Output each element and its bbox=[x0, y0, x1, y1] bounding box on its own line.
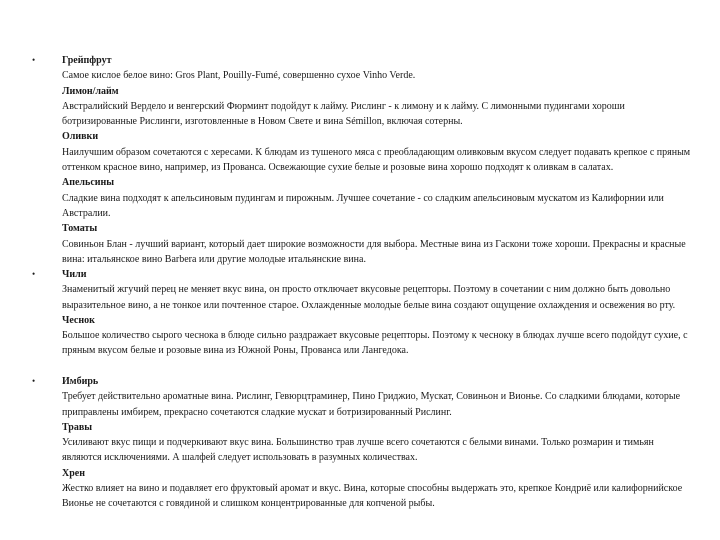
heading-herbs: Травы bbox=[62, 421, 93, 433]
bullet-marker: • bbox=[32, 376, 36, 386]
text-oranges: Сладкие вина подходят к апельсиновым пудингам и пирожным. Лучшее сочетание - со сладким апельсиновым мускатом из Калифорнии или Австралии. bbox=[62, 192, 664, 219]
heading-horseradish: Хрен bbox=[62, 467, 85, 479]
bullet-group-fruits bbox=[32, 53, 692, 267]
heading-chili: Чили bbox=[62, 269, 87, 280]
bullet-marker: • bbox=[32, 269, 36, 279]
bullet-content bbox=[62, 267, 692, 359]
text-tomatoes: Совиньон Блан - лучший вариант, который дает широкие возможности для выбора. Местные вина из Гаскони тоже хороши. Прекрасны и красные вина: итальянское вино Barbera или другие молодые итальянские вина. bbox=[62, 238, 686, 265]
heading-olives: Оливки bbox=[62, 131, 99, 143]
heading-tomatoes: Томаты bbox=[62, 223, 98, 235]
text-garlic: Большое количество сырого чеснока в блюде сильно раздражает вкусовые рецепторы. Поэтому к чесноку в блюдах лучше всего подойдут сухие, с пряным вкусом белые и розовые вина из Южной Роны, Прованса или Лангедока. bbox=[62, 330, 688, 357]
text-horseradish: Жестко влияет на вино и подавляет его фруктовый аромат и вкус. Вина, которые способны выдержать это, крепкое Кондриё или калифорнийское Вионье не сочетаются с говядиной и слишком концентрированные для копченой рыбы. bbox=[62, 483, 683, 510]
bullet-content bbox=[62, 53, 692, 267]
heading-oranges: Апельсины bbox=[62, 177, 115, 189]
text-herbs: Усиливают вкус пищи и подчеркивают вкус вина. Большинство трав лучше всего сочетаются с белыми винами. Только розмарин и тимьян являются исключениями. А шалфей следует использовать в разумных количествах. bbox=[62, 437, 654, 464]
heading-garlic: Чеснок bbox=[62, 314, 95, 326]
bullet-group-aromatic bbox=[32, 374, 692, 512]
text-grapefruit: Самое кислое белое вино: Gros Plant, Pouilly-Fumé, совершенно сухое Vinho Verde. bbox=[62, 70, 416, 82]
text-ginger: Требует действительно ароматные вина. Рислинг, Гевюрцтраминер, Пино Гриджио, Мускат, Совиньон и Вионье. Со сладкими блюдами, которые приправлены имбирем, прекрасно сочетаются сладкие мускат и ботризированный Рислинг. bbox=[62, 391, 681, 418]
text-chili: Знаменитый жгучий перец не меняет вкус вина, он просто отключает вкусовые рецепторы. Поэтому в сочетании с ним должно быть довольно выразительное вино, а не тонкое или почтенное старое. Охлажденные молодые белые вина создают ощущение охлаждения и освежения во рту. bbox=[62, 284, 676, 311]
bullet-content bbox=[62, 374, 692, 512]
bullet-marker: • bbox=[32, 55, 36, 65]
text-olives: Наилучшим образом сочетаются с хересами. К блюдам из тушеного мяса с преобладающим оливковым вкусом следует подавать крепкое с пряным оттенком красное вино, например, из Прованса. Освежающие сухие белые и розовые вина хорошо подходят к оливкам в салатах. bbox=[62, 146, 691, 174]
text-lemon-lime: Австралийский Верделo и венгерский Фюрминт подойдут к лайму. Рислинг - к лимону и к лайму. С лимонными пудингами хороши ботризированные Рислинги, изготовленные в Новом Свете и вина Sémillon, включая сотерны. bbox=[62, 100, 625, 128]
heading-ginger: Имбирь bbox=[62, 376, 99, 387]
bullet-group-spicy bbox=[32, 267, 692, 359]
heading-lemon-lime: Лимон/лайм bbox=[62, 85, 119, 97]
heading-grapefruit: Грейпфрут bbox=[62, 55, 112, 66]
